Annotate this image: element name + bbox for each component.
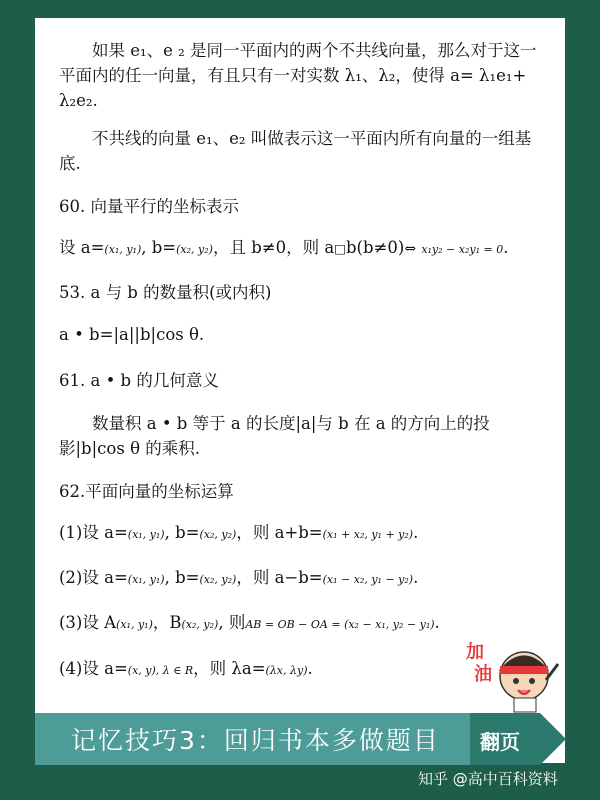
op4-mid2: ，则 λa= — [193, 659, 266, 678]
op3-mid1: ，B — [152, 613, 182, 632]
paragraph-basis-theorem: 如果 e₁、e ₂ 是同一平面内的两个不共线向量，那么对于这一平面内的任一向量，有且只有一对实数 λ₁、λ₂，使得 a= λ₁e₁+ λ₂e₂. — [59, 41, 537, 110]
mascot-text-1: 加 — [466, 642, 484, 663]
mascot-illustration — [458, 636, 562, 714]
paragraph-basis-definition: 不共线的向量 e₁、e₂ 叫做表示这一平面内所有向量的一组基底. — [59, 129, 532, 173]
formula-53: a • b=|a||b|cos θ. — [59, 325, 205, 344]
formula-60-box: □ — [334, 241, 346, 256]
cheering-mascot — [458, 636, 562, 714]
op2-res: (x₁ − x₂, y₁ − y₂) — [322, 573, 414, 586]
op3-res: AB = OB − OA = (x₂ − x₁, y₂ − y₁) — [245, 618, 435, 631]
heading-62: 62.平面向量的坐标运算 — [59, 482, 234, 501]
mascot-text-2: 油 — [474, 664, 492, 685]
op4-pre: (4)设 a= — [59, 659, 128, 678]
op3-mid2: , 则 — [218, 613, 246, 632]
op3-pre: (3)设 A — [59, 613, 117, 632]
op3-end: . — [434, 613, 440, 632]
paragraph-61: 数量积 a • b 等于 a 的长度|a|与 b 在 a 的方向上的投影|b|cos θ 的乘积. — [59, 414, 490, 458]
op1-b: (x₂, y₂) — [199, 528, 237, 541]
op2-mid2: ，则 a−b= — [236, 568, 323, 587]
formula-60-end: . — [503, 238, 509, 257]
op2-end: . — [413, 568, 419, 587]
op2-pre: (2)设 a= — [59, 568, 128, 587]
op4-a: (x, y), λ ∈ R — [127, 664, 194, 677]
op4-end: . — [307, 659, 313, 678]
op2-mid1: , b= — [164, 568, 200, 587]
flip-page-label: 翻页 — [480, 730, 520, 754]
formula-60-mid3: b(b≠0) — [346, 238, 405, 257]
op1-pre: (1)设 a= — [59, 523, 128, 542]
formula-60-mid2: ，且 b≠0，则 a — [212, 238, 335, 257]
op1-a: (x₁, y₁) — [127, 528, 165, 541]
watermark: 知乎 @高中百科资料 — [418, 770, 558, 788]
flip-page-button[interactable] — [470, 713, 566, 765]
formula-60-b: (x₂, y₂) — [176, 243, 213, 256]
heading-61: 61. a • b 的几何意义 — [59, 371, 219, 390]
formula-60-cond: x₁y₂ − x₂y₁ = 0 — [421, 243, 504, 256]
op3-b: (x₂, y₂) — [181, 618, 219, 631]
formula-60 — [59, 235, 549, 262]
formula-60-pre: 设 a= — [59, 238, 105, 257]
tip-banner — [35, 713, 495, 765]
op4-res: (λx, λy) — [265, 664, 308, 677]
formula-op2 — [59, 565, 549, 592]
heading-60: 60. 向量平行的坐标表示 — [59, 197, 239, 216]
formula-60-mid1: , b= — [141, 238, 177, 257]
banner-text: 记忆技巧3：回归书本多做题目 — [71, 726, 440, 755]
op1-mid1: , b= — [164, 523, 200, 542]
op1-res: (x₁ + x₂, y₁ + y₂) — [322, 528, 414, 541]
op3-a: (x₁, y₁) — [116, 618, 153, 631]
formula-60-arrow: ⇔ — [404, 241, 417, 257]
formula-op1 — [59, 520, 549, 547]
formula-60-a: (x₁, y₁) — [104, 243, 142, 256]
op1-mid2: ，则 a+b= — [236, 523, 323, 542]
formula-op3 — [59, 610, 549, 637]
op1-end: . — [413, 523, 419, 542]
op2-b: (x₂, y₂) — [199, 573, 237, 586]
heading-53: 53. a 与 b 的数量积(或内积) — [59, 283, 272, 302]
op2-a: (x₁, y₁) — [127, 573, 165, 586]
